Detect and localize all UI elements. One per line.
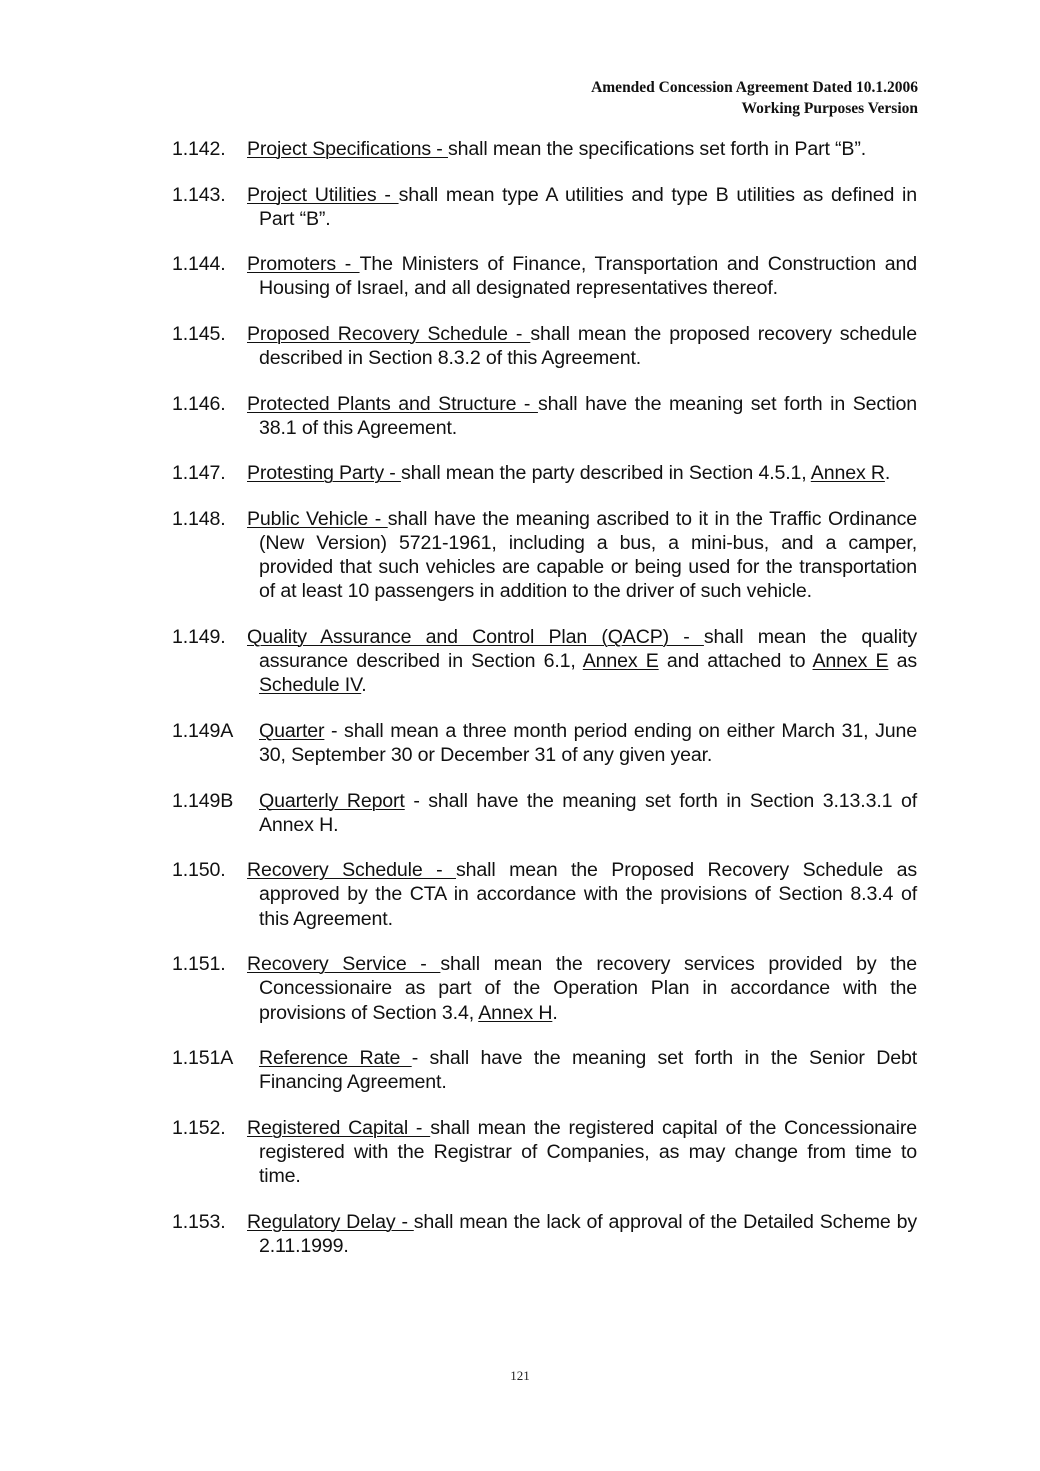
definition-text: shall mean the recovery services provided by the Concessionaire as part of the Operation Plan in accordance with the provisions of Section 3.4, bbox=[259, 953, 917, 1024]
definition-number: 1.149. bbox=[172, 625, 226, 648]
defined-term: Quarterly Report bbox=[259, 789, 405, 812]
definition-text: - shall have the meaning set forth in Section 3.13.3.1 of Annex H. bbox=[259, 789, 917, 836]
definition-number: 1.152. bbox=[172, 1116, 226, 1139]
definition-entry bbox=[172, 625, 917, 698]
definition-entry bbox=[172, 1046, 917, 1094]
defined-term: Registered Capital - bbox=[247, 1116, 431, 1139]
definition-number: 1.149A bbox=[172, 719, 234, 742]
cross-reference: Annex R bbox=[810, 462, 885, 485]
definition-number: 1.149B bbox=[172, 789, 234, 812]
definition-text: shall mean the registered capital of the Concessionaire registered with the Registrar of Companies, as may change from time to time. bbox=[259, 1116, 918, 1188]
definition-number: 1.143. bbox=[172, 183, 226, 206]
definitions-list bbox=[172, 137, 917, 1279]
definition-text: . bbox=[361, 674, 367, 697]
definition-number: 1.147. bbox=[172, 462, 226, 485]
definition-entry bbox=[172, 789, 917, 837]
definition-text: shall mean the Proposed Recovery Schedule as approved by the CTA in accordance with the provisions of Section 8.3.4 of this Agreement. bbox=[259, 859, 917, 930]
definition-text: shall mean type A utilities and type B utilities as defined in Part “B”. bbox=[259, 183, 917, 230]
definition-number: 1.150. bbox=[172, 859, 226, 882]
defined-term: Public Vehicle - bbox=[247, 507, 388, 530]
defined-term: Quarter bbox=[259, 719, 325, 742]
definition-text: and attached to bbox=[658, 650, 813, 673]
definition-text: . bbox=[884, 462, 891, 485]
definition-text: shall mean the lack of approval of the Detailed Scheme by 2.11.1999. bbox=[259, 1210, 917, 1257]
defined-term: Project Utilities - bbox=[247, 183, 399, 206]
definition-text: . bbox=[552, 1001, 558, 1024]
definition-number: 1.142. bbox=[172, 138, 226, 160]
definition-entry bbox=[172, 392, 917, 440]
defined-term: Protesting Party - bbox=[247, 462, 401, 485]
definition-text: shall mean the party described in Section 4.5.1, bbox=[400, 462, 811, 485]
definition-number: 1.151A bbox=[172, 1047, 234, 1070]
document-version: Working Purposes Version bbox=[741, 100, 918, 117]
cross-reference: Annex E bbox=[812, 650, 889, 673]
definition-text: - shall mean a three month period ending on either March 31, June 30, September 30 or December 31 of any given year. bbox=[259, 719, 917, 767]
definition-entry bbox=[172, 719, 917, 767]
document-title: Amended Concession Agreement Dated 10.1.2006 bbox=[591, 79, 918, 96]
definition-entry bbox=[172, 461, 917, 485]
defined-term: Project Specifications - bbox=[247, 138, 448, 160]
definition-entry bbox=[172, 1210, 917, 1258]
definition-text: shall mean the specifications set forth in Part “B”. bbox=[447, 138, 866, 160]
defined-term: Quality Assurance and Control Plan (QACP) - bbox=[247, 625, 704, 648]
definition-entry bbox=[172, 183, 917, 231]
definition-entry bbox=[172, 322, 917, 370]
defined-term: Reference Rate bbox=[259, 1047, 412, 1070]
cross-reference: Schedule IV bbox=[259, 674, 362, 697]
cross-reference: Annex E bbox=[582, 650, 659, 673]
definition-entry bbox=[172, 507, 917, 604]
defined-term: Promoters - bbox=[247, 253, 360, 276]
page-header bbox=[591, 77, 918, 119]
definition-number: 1.146. bbox=[172, 392, 226, 415]
definition-text: - shall have the meaning set forth in the Senior Debt Financing Agreement. bbox=[259, 1047, 917, 1094]
definition-text: as bbox=[888, 650, 917, 673]
defined-term: Protected Plants and Structure - bbox=[247, 392, 538, 415]
definition-number: 1.144. bbox=[172, 253, 226, 276]
definition-text: shall have the meaning set forth in Section 38.1 of this Agreement. bbox=[259, 392, 917, 439]
page-number: 121 bbox=[510, 1368, 530, 1383]
definition-entry bbox=[172, 252, 917, 300]
definition-number: 1.148. bbox=[172, 507, 226, 530]
defined-term: Recovery Service - bbox=[247, 953, 441, 976]
defined-term: Regulatory Delay - bbox=[247, 1210, 414, 1233]
definition-entry bbox=[172, 1116, 917, 1189]
cross-reference: Annex H bbox=[478, 1001, 553, 1024]
definition-number: 1.153. bbox=[172, 1210, 226, 1233]
definition-text: shall mean the quality assurance described in Section 6.1, bbox=[259, 625, 918, 673]
definition-text: The Ministers of Finance, Transportation and Construction and Housing of Israel, and all designated representatives thereof. bbox=[259, 253, 917, 300]
definition-number: 1.151. bbox=[172, 953, 226, 976]
definition-entry bbox=[172, 858, 917, 931]
defined-term: Proposed Recovery Schedule - bbox=[247, 322, 531, 345]
definition-text: shall have the meaning ascribed to it in the Traffic Ordinance (New Version) 5721-1961, including a bus, a mini-bus, and a camper, provided that such vehicles are capable or being used for the transportation of at least 10 passengers in addition to the driver of such vehicle. bbox=[259, 507, 917, 603]
defined-term: Recovery Schedule - bbox=[247, 859, 456, 882]
definition-entry bbox=[172, 952, 917, 1025]
definition-text: shall mean the proposed recovery schedule described in Section 8.3.2 of this Agreement. bbox=[259, 322, 917, 370]
definition-number: 1.145. bbox=[172, 322, 226, 345]
definition-entry bbox=[172, 137, 917, 161]
